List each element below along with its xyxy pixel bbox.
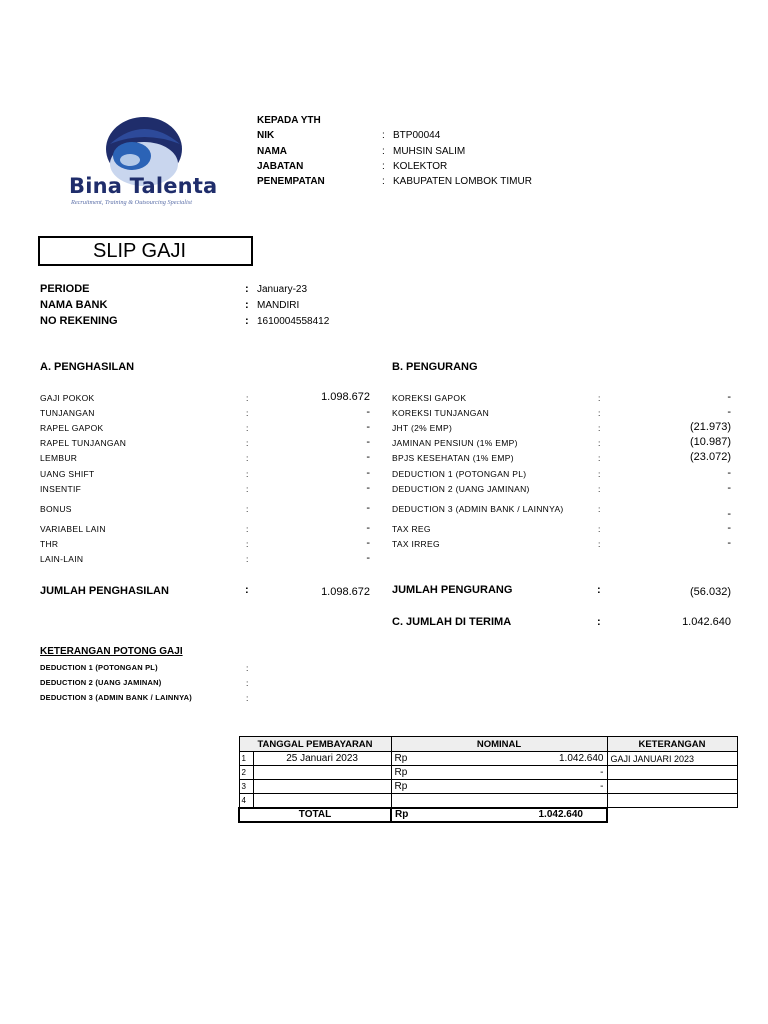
income-item-value: -: [366, 552, 370, 564]
income-section-title: A. PENGHASILAN: [40, 361, 135, 373]
payment-table-header: [239, 737, 737, 752]
income-item-label: VARIABEL LAIN: [40, 524, 106, 534]
income-item-colon: :: [246, 504, 249, 514]
payment-row-nominal: [391, 794, 607, 808]
note-item-colon: :: [246, 693, 249, 703]
logo-tagline: Recruitment, Training & Outsourcing Specialist: [71, 199, 192, 206]
net-pay-colon: :: [597, 616, 601, 628]
recipient-heading: KEPADA YTH: [257, 115, 321, 126]
income-item-value: -: [366, 537, 370, 549]
deduction-item-colon: :: [598, 504, 601, 514]
payment-row: [239, 794, 737, 808]
info-colon: :: [245, 283, 249, 295]
deduction-item-colon: :: [598, 408, 601, 418]
deductions-total-colon: :: [597, 584, 601, 596]
payment-row: [239, 752, 737, 766]
payment-row-note: [607, 794, 737, 808]
payment-row-amount: -: [600, 781, 604, 792]
income-item-value: 1.098.672: [321, 391, 370, 403]
recipient-field-value: BTP00044: [393, 130, 441, 141]
company-logo: [52, 104, 234, 220]
note-item-label: DEDUCTION 3 (ADMIN BANK / LAINNYA): [40, 693, 192, 702]
deduction-item-value: -: [727, 482, 731, 494]
payment-row-date: [253, 766, 391, 780]
payment-row-note: GAJI JANUARI 2023: [607, 752, 737, 766]
info-colon: :: [245, 299, 249, 311]
payment-row-nominal: [391, 752, 607, 766]
recipient-field-label: NIK: [257, 130, 275, 141]
income-item-value: -: [366, 467, 370, 479]
net-pay-value: 1.042.640: [682, 616, 731, 628]
income-item-label: INSENTIF: [40, 484, 82, 494]
income-item-colon: :: [246, 438, 249, 448]
total-currency: Rp: [395, 809, 409, 820]
total-amount: 1.042.640: [538, 809, 583, 820]
note-item-colon: :: [246, 663, 249, 673]
deduction-item-value: -: [727, 508, 731, 520]
income-item-label: TUNJANGAN: [40, 408, 95, 418]
recipient-field-colon: :: [382, 161, 385, 172]
payment-table: [238, 736, 738, 823]
slip-title-box: [38, 236, 253, 266]
payment-row-note: [607, 780, 737, 794]
deductions-total-value: (56.032): [690, 586, 731, 598]
income-total-value: 1.098.672: [321, 586, 370, 598]
payment-row-amount: 1.042.640: [559, 753, 604, 764]
note-item-label: DEDUCTION 2 (UANG JAMINAN): [40, 678, 162, 687]
payment-row-date: [253, 794, 391, 808]
income-item-label: GAJI POKOK: [40, 393, 95, 403]
deduction-item-label: DEDUCTION 2 (UANG JAMINAN): [392, 484, 530, 494]
income-item-value: -: [366, 522, 370, 534]
payment-total-row: [239, 808, 737, 822]
income-item-colon: :: [246, 539, 249, 549]
deduction-item-label: BPJS KESEHATAN (1% EMP): [392, 453, 514, 463]
income-total-colon: :: [245, 584, 249, 596]
deduction-item-value: (23.072): [690, 451, 731, 463]
income-item-value: -: [366, 421, 370, 433]
deduction-item-value: (10.987): [690, 436, 731, 448]
deduction-item-colon: :: [598, 539, 601, 549]
deduction-item-label: KOREKSI GAPOK: [392, 393, 467, 403]
payment-row-number: 1: [239, 752, 253, 766]
income-item-value: -: [366, 406, 370, 418]
deduction-item-label: TAX REG: [392, 524, 431, 534]
income-item-label: RAPEL TUNJANGAN: [40, 438, 127, 448]
total-amount-cell: [391, 808, 607, 822]
payment-row-currency: Rp: [394, 781, 408, 792]
income-item-colon: :: [246, 524, 249, 534]
notes-title: KETERANGAN POTONG GAJI: [40, 646, 183, 657]
recipient-field-label: JABATAN: [257, 161, 304, 172]
income-item-label: THR: [40, 539, 59, 549]
income-item-label: LAIN-LAIN: [40, 554, 84, 564]
income-item-colon: :: [246, 469, 249, 479]
payment-row-number: 2: [239, 766, 253, 780]
deduction-item-value: -: [727, 406, 731, 418]
payment-row-nominal: [391, 766, 607, 780]
deduction-item-label: DEDUCTION 3 (ADMIN BANK / LAINNYA): [392, 504, 564, 514]
payment-row-number: 3: [239, 780, 253, 794]
recipient-field-label: NAMA: [257, 146, 287, 157]
recipient-field-colon: :: [382, 176, 385, 187]
deduction-item-colon: :: [598, 438, 601, 448]
income-item-label: LEMBUR: [40, 453, 78, 463]
deduction-item-value: -: [727, 391, 731, 403]
payment-row-date: [253, 780, 391, 794]
deduction-item-label: JHT (2% EMP): [392, 423, 453, 433]
payment-row-number: 4: [239, 794, 253, 808]
income-item-colon: :: [246, 484, 249, 494]
recipient-field-colon: :: [382, 130, 385, 141]
deduction-item-colon: :: [598, 453, 601, 463]
header-note: KETERANGAN: [607, 737, 737, 752]
info-label: NO REKENING: [40, 315, 118, 327]
note-item-colon: :: [246, 678, 249, 688]
payment-row-nominal: [391, 780, 607, 794]
deduction-item-label: JAMINAN PENSIUN (1% EMP): [392, 438, 518, 448]
deduction-item-value: -: [727, 537, 731, 549]
income-item-colon: :: [246, 393, 249, 403]
payment-row-amount: -: [600, 767, 604, 778]
info-value: 1610004558412: [257, 316, 330, 327]
recipient-field-value: KABUPATEN LOMBOK TIMUR: [393, 176, 532, 187]
income-item-value: -: [366, 436, 370, 448]
income-item-colon: :: [246, 423, 249, 433]
note-item-label: DEDUCTION 1 (POTONGAN PL): [40, 663, 158, 672]
income-item-value: -: [366, 502, 370, 514]
deduction-item-label: KOREKSI TUNJANGAN: [392, 408, 490, 418]
header-date: TANGGAL PEMBAYARAN: [239, 737, 391, 752]
deduction-item-value: -: [727, 467, 731, 479]
deductions-section-title: B. PENGURANG: [392, 361, 478, 373]
income-total-label: JUMLAH PENGHASILAN: [40, 585, 169, 597]
income-item-label: RAPEL GAPOK: [40, 423, 104, 433]
deduction-item-colon: :: [598, 393, 601, 403]
recipient-field-value: KOLEKTOR: [393, 161, 448, 172]
info-colon: :: [245, 315, 249, 327]
income-item-value: -: [366, 482, 370, 494]
info-label: NAMA BANK: [40, 299, 108, 311]
deduction-item-value: -: [727, 522, 731, 534]
payment-row: [239, 766, 737, 780]
slip-title: SLIP GAJI: [93, 240, 187, 262]
deductions-total-label: JUMLAH PENGURANG: [392, 584, 513, 596]
deduction-item-colon: :: [598, 423, 601, 433]
info-value: MANDIRI: [257, 300, 300, 311]
deduction-item-label: DEDUCTION 1 (POTONGAN PL): [392, 469, 527, 479]
deduction-item-value: (21.973): [690, 421, 731, 433]
recipient-field-label: PENEMPATAN: [257, 176, 325, 187]
recipient-field-value: MUHSIN SALIM: [393, 146, 466, 157]
payment-row-currency: Rp: [394, 753, 408, 764]
payment-row: [239, 780, 737, 794]
deduction-item-colon: :: [598, 469, 601, 479]
logo-brand-text: Bina Talenta: [69, 174, 218, 198]
recipient-field-colon: :: [382, 146, 385, 157]
header-nominal: NOMINAL: [391, 737, 607, 752]
deduction-item-label: TAX IRREG: [392, 539, 440, 549]
total-label: TOTAL: [239, 808, 391, 822]
income-item-label: BONUS: [40, 504, 72, 514]
income-item-value: -: [366, 451, 370, 463]
income-item-colon: :: [246, 453, 249, 463]
info-label: PERIODE: [40, 283, 90, 295]
income-item-colon: :: [246, 408, 249, 418]
net-pay-label: C. JUMLAH DI TERIMA: [392, 616, 512, 628]
income-item-colon: :: [246, 554, 249, 564]
payment-row-note: [607, 766, 737, 780]
deduction-item-colon: :: [598, 484, 601, 494]
info-value: January-23: [257, 284, 308, 295]
deduction-item-colon: :: [598, 524, 601, 534]
payment-row-date: 25 Januari 2023: [253, 752, 391, 766]
income-item-label: UANG SHIFT: [40, 469, 95, 479]
payment-row-currency: Rp: [394, 767, 408, 778]
